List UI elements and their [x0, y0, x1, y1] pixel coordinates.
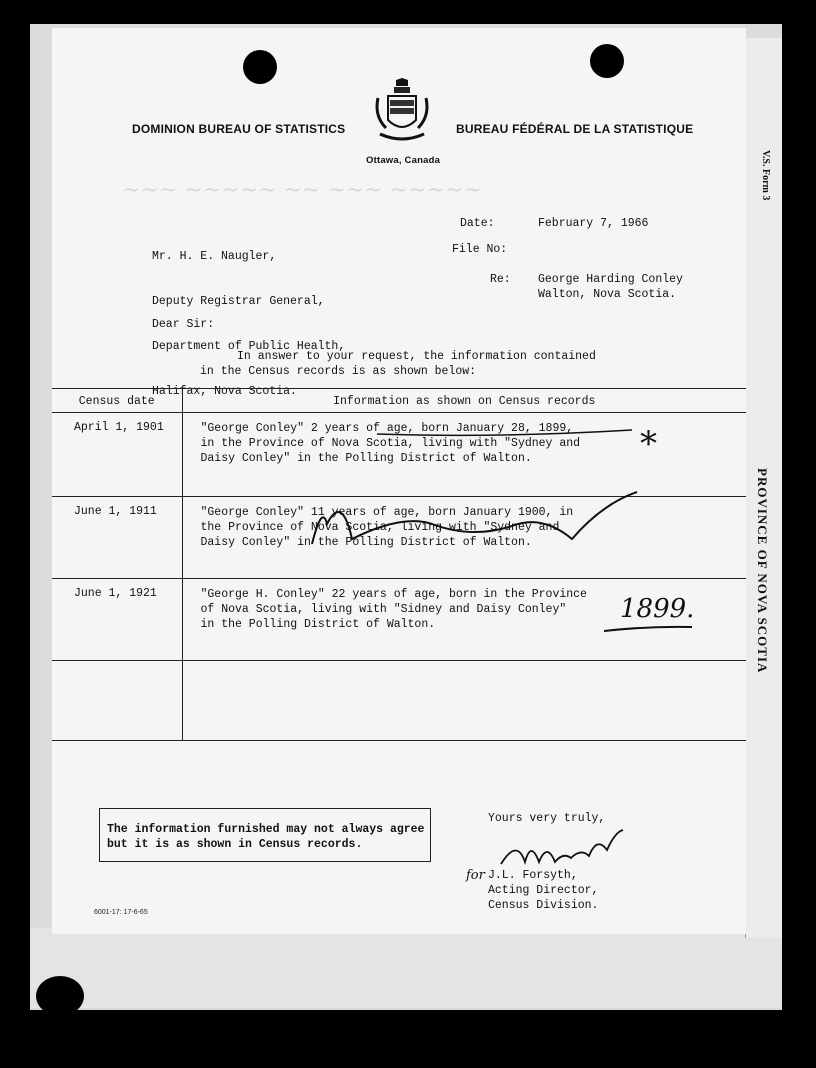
- recipient-line: Mr. H. E. Naugler,: [152, 250, 277, 263]
- recipient-line: Department of Public Health,: [152, 340, 346, 353]
- info-line: Daisy Conley" in the Polling District of Walton.: [200, 452, 532, 465]
- info-line: "George H. Conley" 22 years of age, born in the Province: [200, 588, 587, 601]
- bleed-through-writing: ~~~ ~~~~~ ~~ ~~~ ~~~~~: [122, 178, 482, 203]
- info-line: Daisy Conley" in the Polling District of Walton.: [200, 536, 532, 549]
- info-line: of Nova Scotia, living with "Sidney and Daisy Conley": [200, 603, 567, 616]
- torn-hole: [36, 976, 84, 1016]
- info-line: "George Conley" 2 years of age, born January 28, 1899,: [200, 422, 574, 435]
- side-province-label: PROVINCE OF NOVA SCOTIA: [755, 468, 770, 674]
- information-cell-empty: [182, 661, 746, 741]
- coat-of-arms-icon: [374, 78, 430, 150]
- signatory-title: Acting Director,: [488, 884, 599, 897]
- intro-line-2: in the Census records is as shown below:: [200, 365, 477, 378]
- handwritten-asterisk: *: [640, 424, 657, 464]
- form-code: 6001-17: 17-6-65: [94, 909, 148, 916]
- handwritten-scribble-icon: [282, 484, 652, 556]
- punch-hole-right: [590, 44, 624, 78]
- re-label: Re:: [490, 273, 511, 286]
- table-row-empty: [52, 661, 746, 741]
- disclaimer-box: [99, 808, 431, 862]
- disclaimer-line: The information furnished may not always agree: [107, 823, 425, 836]
- handwritten-year-note: 1899.: [620, 594, 695, 624]
- underlying-form-strip: [30, 928, 782, 1008]
- file-no-label: File No:: [452, 243, 508, 256]
- col-census-date-header: Census date: [52, 389, 182, 413]
- info-line: in the Polling District of Walton.: [200, 618, 436, 631]
- backing-sheet: [745, 38, 782, 938]
- recipient-line: Deputy Registrar General,: [152, 295, 325, 308]
- header-right-title: BUREAU FÉDÉRAL DE LA STATISTIQUE: [456, 122, 694, 136]
- census-date-cell: April 1, 1901: [52, 413, 182, 497]
- info-line: the Province of Nova Scotia, living with "Sydney and: [200, 521, 560, 534]
- col-information-header: Information as shown on Census records: [182, 389, 746, 413]
- form-id: V.S. Form 3: [760, 150, 771, 201]
- letter-page: [52, 28, 746, 934]
- signatory-name: J.L. Forsyth,: [488, 869, 578, 882]
- census-date-cell: June 1, 1921: [52, 579, 182, 661]
- disclaimer-line: but it is as shown in Census records.: [107, 838, 363, 851]
- valediction: Yours very truly,: [488, 812, 606, 825]
- info-line: in the Province of Nova Scotia, living with "Sydney and: [200, 437, 581, 450]
- signatory-division: Census Division.: [488, 899, 599, 912]
- signature-prefix: for: [466, 868, 485, 883]
- date-label: Date:: [460, 217, 495, 230]
- census-date-cell-empty: [52, 661, 182, 741]
- header-left-title: DOMINION BUREAU OF STATISTICS: [132, 122, 346, 136]
- recipient-line: Halifax, Nova Scotia.: [152, 385, 297, 398]
- intro-line-1: In answer to your request, the information contained: [237, 350, 596, 363]
- census-date-cell: June 1, 1911: [52, 497, 182, 579]
- header-location: Ottawa, Canada: [366, 155, 441, 166]
- punch-hole-left: [243, 50, 277, 84]
- date-value: February 7, 1966: [538, 217, 649, 230]
- year-underline-icon: [604, 624, 694, 634]
- re-line-2: Walton, Nova Scotia.: [538, 288, 677, 301]
- salutation: Dear Sir:: [152, 318, 215, 331]
- underline-mark-icon: [377, 426, 637, 440]
- re-line-1: George Harding Conley: [538, 273, 683, 286]
- table-header-row: [52, 389, 746, 413]
- info-line: "George Conley" 11 years of age, born January 1900, in: [200, 506, 574, 519]
